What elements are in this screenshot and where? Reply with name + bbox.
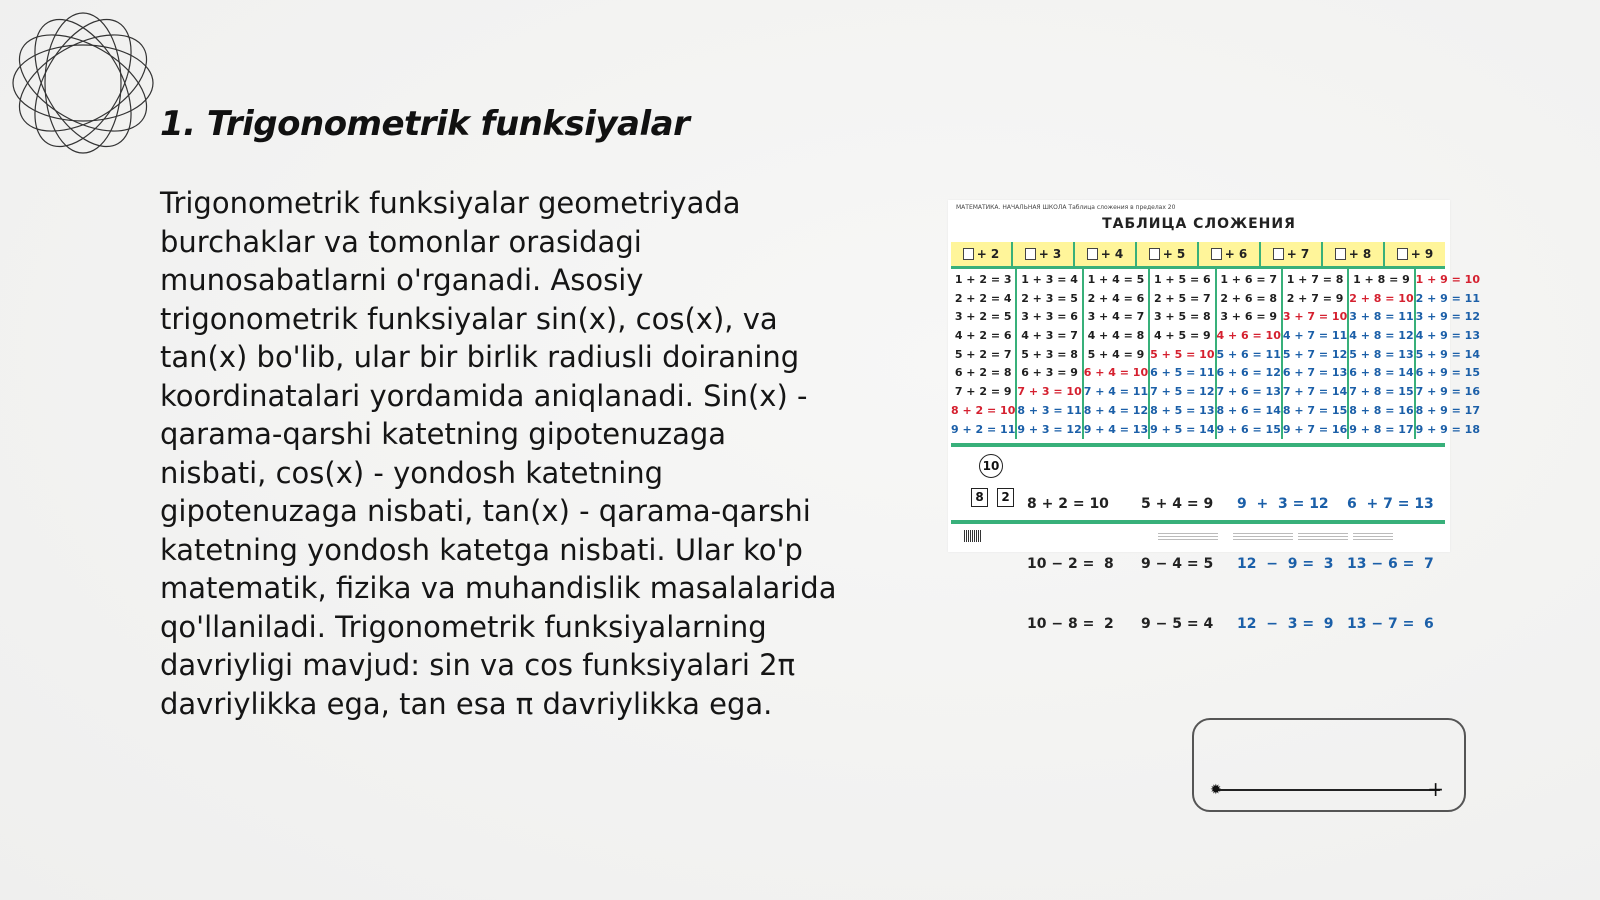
grid-cell: 5 + 6 = 11 — [1216, 347, 1281, 361]
example-line: 13 − 6 = 7 — [1347, 556, 1434, 572]
grid-column-header — [1197, 242, 1259, 266]
grid-cell: 8 + 6 = 14 — [1216, 403, 1281, 417]
grid-cell: 5 + 5 = 10 — [1150, 347, 1215, 361]
example-column — [1141, 454, 1213, 674]
grid-column — [1281, 269, 1347, 439]
grid-column — [1414, 269, 1480, 439]
grid-cell: 8 + 7 = 15 — [1282, 403, 1348, 417]
empty-box-icon — [1273, 248, 1284, 260]
grid-cell: 3 + 9 = 12 — [1415, 310, 1480, 324]
grid-cell: 7 + 5 = 12 — [1150, 385, 1215, 399]
grid-cell: 8 + 9 = 17 — [1415, 403, 1480, 417]
grid-cell: 1 + 9 = 10 — [1415, 273, 1480, 286]
grid-column — [1215, 269, 1281, 439]
grid-cell: 3 + 5 = 8 — [1153, 310, 1211, 324]
grid-column-header — [1321, 242, 1383, 266]
grid-cell: 6 + 2 = 8 — [954, 366, 1012, 380]
grid-cell: 1 + 5 = 6 — [1153, 273, 1211, 286]
grid-cell: 1 + 7 = 8 — [1286, 273, 1344, 286]
spirograph-ornament-icon — [10, 10, 156, 156]
slider-track[interactable] — [1218, 789, 1440, 791]
grid-column-header-label: + 4 — [1100, 247, 1124, 261]
example-circle: 10 — [979, 454, 1003, 478]
grid-cell: 9 + 2 = 11 — [951, 422, 1016, 436]
grid-cell: 1 + 6 = 7 — [1220, 273, 1278, 286]
fineprint — [1158, 533, 1218, 541]
grid-cell: 7 + 4 = 11 — [1083, 385, 1149, 399]
grid-cell: 9 + 7 = 16 — [1282, 422, 1348, 436]
slide-title: 1. Trigonometrik funksiyalar — [160, 104, 690, 144]
grid-cell: 5 + 7 = 12 — [1282, 347, 1348, 361]
grid-column-header-label: + 9 — [1410, 247, 1434, 261]
fineprint — [1233, 533, 1293, 541]
grid-column — [951, 269, 1015, 439]
empty-box-icon — [1087, 248, 1098, 260]
example-line: 8 + 2 = 10 — [1027, 496, 1109, 512]
grid-cell: 1 + 3 = 4 — [1021, 273, 1078, 286]
grid-column-header-label: + 7 — [1286, 247, 1310, 261]
empty-box-icon — [1335, 248, 1346, 260]
grid-cell: 7 + 2 = 9 — [954, 385, 1012, 399]
fineprint — [1298, 533, 1348, 541]
grid-cell: 2 + 7 = 9 — [1286, 291, 1344, 305]
grid-column-header — [951, 242, 1011, 266]
table-heading: ТАБЛИЦА СЛОЖЕНИЯ — [1102, 216, 1296, 232]
fineprint — [1353, 533, 1393, 541]
grid-cell: 5 + 3 = 8 — [1021, 347, 1078, 361]
grid-cell: 9 + 3 = 12 — [1017, 422, 1082, 436]
grid-column — [1082, 269, 1148, 439]
grid-cell: 1 + 4 = 5 — [1087, 273, 1145, 286]
example-line: 10 − 8 = 2 — [1027, 616, 1114, 632]
slide-body-text: Trigonometrik funksiyalar geometriyada burchaklar va tomonlar orasidagi munosabatlarni o'rganadi. Asosiy trigonometrik funksiyalar sin(x), cos(x), va tan(x) bo'lib, ular bir birlik radiusli doiraning koordinatalari yordamida aniqlanadi. Sin(x) - qarama-qarshi katetning gipotenuzaga nisbati, cos(x) - yondosh katetning gipotenuzaga nisbati, tan(x) - qarama-qarshi katetning yondosh katetga nisbati. Ular ko'p matematik, fizika va muhandislik masalalarida qo'llaniladi. Trigonometrik funksiyalarning davriyligi mavjud: sin va cos funksiyalari 2π davriylikka ega, tan esa π davriylikka ega. — [160, 186, 837, 721]
example-line: 9 + 3 = 12 — [1237, 496, 1329, 512]
grid-column-header-label: + 8 — [1348, 247, 1372, 261]
empty-box-icon — [1211, 248, 1222, 260]
grid-cell: 9 + 8 = 17 — [1349, 422, 1414, 436]
grid-cell: 9 + 6 = 15 — [1216, 422, 1281, 436]
grid-cell: 8 + 4 = 12 — [1083, 403, 1149, 417]
grid-cell: 7 + 9 = 16 — [1415, 385, 1480, 399]
grid-column — [1015, 269, 1081, 439]
grid-cell: 6 + 5 = 11 — [1150, 366, 1215, 380]
grid-cell: 9 + 5 = 14 — [1150, 422, 1215, 436]
grid-cell: 2 + 3 = 5 — [1021, 291, 1078, 305]
grid-column-header — [1383, 242, 1445, 266]
grid-column-header — [1135, 242, 1197, 266]
example-line: 5 + 4 = 9 — [1141, 496, 1214, 512]
grid-cell: 4 + 5 = 9 — [1153, 329, 1211, 343]
grid-cell: 3 + 4 = 7 — [1087, 310, 1145, 324]
grid-cell: 7 + 3 = 10 — [1017, 385, 1082, 399]
example-line: 10 − 2 = 8 — [1027, 556, 1114, 572]
grid-divider — [951, 443, 1445, 447]
grid-cell: 6 + 6 = 12 — [1216, 366, 1281, 380]
grid-cell: 7 + 6 = 13 — [1216, 385, 1281, 399]
grid-column — [1347, 269, 1413, 439]
grid-cell: 8 + 3 = 11 — [1017, 403, 1082, 417]
example-line: 13 − 7 = 6 — [1347, 616, 1434, 632]
example-line: 9 − 4 = 5 — [1141, 556, 1214, 572]
grid-cell: 4 + 2 = 6 — [954, 329, 1012, 343]
grid-cell: 4 + 9 = 13 — [1415, 329, 1480, 343]
table-small-header: МАТЕМАТИКА. НАЧАЛЬНАЯ ШКОЛА Таблица сложения в пределах 20 — [956, 204, 1176, 211]
grid-column-header — [1011, 242, 1073, 266]
grid-cell: 2 + 5 = 7 — [1153, 291, 1211, 305]
grid-cell: 3 + 2 = 5 — [954, 310, 1012, 324]
grid-column-header — [1073, 242, 1135, 266]
empty-box-icon — [1149, 248, 1160, 260]
grid-cell: 4 + 4 = 8 — [1087, 329, 1145, 343]
grid-cell: 3 + 6 = 9 — [1220, 310, 1278, 324]
grid-column-header-label: + 3 — [1038, 247, 1062, 261]
grid-column — [1148, 269, 1214, 439]
grid-column-header-label: + 5 — [1162, 247, 1186, 261]
grid-cell: 8 + 5 = 13 — [1150, 403, 1215, 417]
grid-cell: 9 + 9 = 18 — [1415, 422, 1480, 436]
addition-grid — [951, 242, 1480, 447]
example-column — [1347, 454, 1434, 674]
grid-cell: 6 + 7 = 13 — [1282, 366, 1348, 380]
grid-cell: 2 + 2 = 4 — [954, 291, 1012, 305]
grid-cell: 4 + 6 = 10 — [1216, 329, 1281, 343]
grid-cell: 7 + 7 = 14 — [1282, 385, 1348, 399]
plus-marker-icon[interactable]: + — [1427, 777, 1444, 801]
grid-cell: 1 + 2 = 3 — [954, 273, 1012, 286]
grid-cell: 5 + 4 = 9 — [1087, 347, 1145, 361]
grid-cell: 4 + 3 = 7 — [1021, 329, 1078, 343]
example-square: 8 — [971, 488, 988, 507]
example-line: 12 − 9 = 3 — [1237, 556, 1334, 572]
grid-cell: 2 + 8 = 10 — [1349, 291, 1414, 305]
example-column — [1027, 454, 1114, 674]
example-line: 6 + 7 = 13 — [1347, 496, 1434, 512]
grid-cell: 2 + 9 = 11 — [1415, 291, 1480, 305]
examples-section — [951, 448, 1445, 632]
grid-cell: 8 + 2 = 10 — [951, 403, 1016, 417]
grid-cell: 6 + 3 = 9 — [1021, 366, 1078, 380]
example-column — [1237, 454, 1334, 674]
grid-cell: 9 + 4 = 13 — [1083, 422, 1149, 436]
grid-cell: 2 + 4 = 6 — [1087, 291, 1145, 305]
grid-cell: 6 + 9 = 15 — [1415, 366, 1480, 380]
grid-cell: 3 + 3 = 6 — [1021, 310, 1078, 324]
grid-cell: 3 + 7 = 10 — [1282, 310, 1348, 324]
grid-cell: 3 + 8 = 11 — [1349, 310, 1414, 324]
empty-box-icon — [963, 248, 974, 260]
empty-box-icon — [1397, 248, 1408, 260]
grid-cell: 8 + 8 = 16 — [1349, 403, 1414, 417]
grid-column-header-label: + 2 — [976, 247, 1000, 261]
grid-cell: 1 + 8 = 9 — [1353, 273, 1410, 286]
grid-column-header-label: + 6 — [1224, 247, 1248, 261]
empty-box-icon — [1025, 248, 1036, 260]
grid-cell: 5 + 2 = 7 — [954, 347, 1012, 361]
grid-cell: 2 + 6 = 8 — [1220, 291, 1278, 305]
grid-body — [951, 269, 1480, 439]
grid-cell: 6 + 4 = 10 — [1083, 366, 1149, 380]
grid-cell: 4 + 7 = 11 — [1282, 329, 1348, 343]
grid-cell: 6 + 8 = 14 — [1349, 366, 1414, 380]
example-line: 9 − 5 = 4 — [1141, 616, 1214, 632]
footer-line — [951, 520, 1445, 524]
example-square: 2 — [997, 488, 1014, 507]
addition-table-image — [948, 200, 1480, 632]
grid-header — [951, 242, 1445, 269]
slider-control[interactable] — [1192, 718, 1466, 812]
example-line: 12 − 3 = 9 — [1237, 616, 1334, 632]
grid-cell: 5 + 9 = 14 — [1415, 347, 1480, 361]
barcode-icon — [964, 530, 982, 542]
grid-column-header — [1259, 242, 1321, 266]
grid-cell: 7 + 8 = 15 — [1349, 385, 1414, 399]
grid-cell: 4 + 8 = 12 — [1349, 329, 1414, 343]
grid-cell: 5 + 8 = 13 — [1349, 347, 1414, 361]
sparkle-icon[interactable]: ✹ — [1210, 782, 1222, 798]
